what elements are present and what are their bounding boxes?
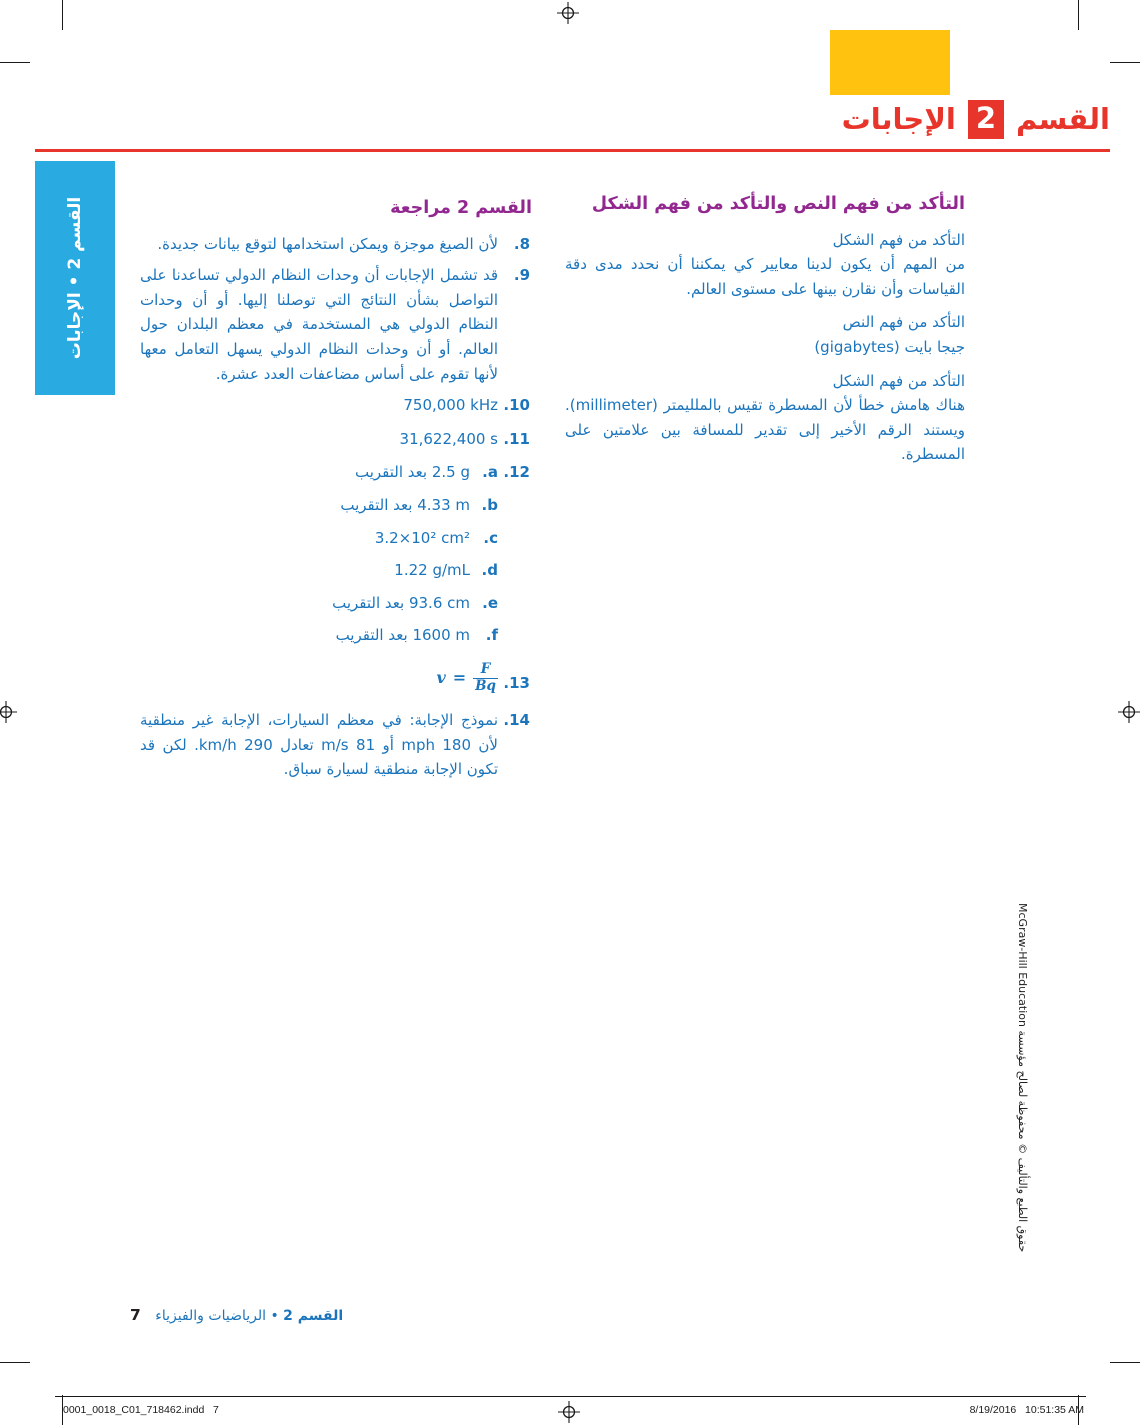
answer-item-13 [140, 662, 532, 694]
header-rule [35, 149, 1110, 152]
page-title: الإجابات [841, 102, 956, 137]
footer-bullet: • [270, 1308, 279, 1324]
answer-text: قد تشمل الإجابات أن وحدات النظام الدولي تساعدنا على التواصل بشأن النتائج التي توصلنا إليها. أو أن وحدات النظام الدولي هي المستخدمة في معظم البلدان حول العالم. أو أن وحدات النظام الدولي يسهل التعامل معها لأنها تقوم على أساس مضاعفات العدد عشرة. [140, 266, 498, 383]
crop-mark [0, 62, 30, 63]
print-slug-rule [55, 1396, 1086, 1397]
crop-mark [62, 0, 63, 30]
reading-check-column [565, 190, 965, 476]
answer-part-value: 93.6 cm [408, 593, 470, 612]
answer-item-9 [140, 263, 532, 386]
review-heading: القسم 2 مراجعة [390, 198, 532, 218]
section-color-block [830, 30, 950, 95]
print-timestamp: 8/19/2016 10:51:35 AM [969, 1404, 1084, 1416]
answer-part-suffix: بعد التقريب [354, 463, 428, 482]
crop-mark [1110, 1362, 1140, 1363]
crop-mark [1110, 62, 1140, 63]
reading-check-subheading: التأكد من فهم النص [842, 313, 965, 332]
answer-item-11 [140, 427, 532, 452]
answer-value: 750,000 kHz [403, 396, 498, 415]
registration-mark-icon [558, 1401, 580, 1423]
equation-lhs: v [436, 667, 446, 687]
answer-part-suffix: بعد التقريب [332, 593, 405, 612]
reading-check-section [565, 310, 965, 359]
answer-number: 14. [503, 711, 530, 730]
review-column [140, 194, 532, 789]
registration-mark-icon [1118, 701, 1140, 723]
answer-number: 13. [503, 674, 530, 692]
answer-number: 8. [513, 234, 530, 253]
equation [436, 662, 498, 694]
answer-part-letter: f. [485, 626, 498, 645]
footer-subject: الرياضيات والفيزياء [155, 1308, 266, 1324]
answer-part-value: 1.22 g/mL [394, 561, 470, 580]
header-section-number: 2 [968, 100, 1004, 139]
answer-part-letter: a. [482, 463, 498, 482]
page-header [842, 100, 1110, 139]
answer-part-letter: e. [482, 593, 498, 612]
answer-text: لأن الصيغ موجزة ويمكن استخدامها لتوقع بيانات جديدة. [157, 234, 498, 253]
reading-check-heading: التأكد من فهم النص والتأكد من فهم الشكل [591, 194, 965, 214]
reading-check-subheading: التأكد من فهم الشكل [832, 371, 965, 390]
answer-number: 9. [513, 266, 530, 285]
reading-check-section [565, 228, 965, 302]
answer-part-value: 4.33 m [417, 496, 470, 515]
side-tab [35, 161, 115, 395]
answer-part [140, 591, 498, 616]
crop-mark [0, 1362, 30, 1363]
reading-check-subheading: التأكد من فهم الشكل [832, 230, 965, 249]
answer-value: 31,622,400 s [399, 429, 498, 448]
fraction-numerator: F [480, 661, 491, 677]
footer-section: القسم 2 [283, 1308, 344, 1324]
answer-part-value: 1600 m [412, 626, 470, 645]
answer-part-suffix: بعد التقريب [340, 496, 413, 515]
copyright-text: حقوق الطبع والتأليف © محفوظة لصالح مؤسسة McGraw-Hill Education [1016, 903, 1029, 1253]
equation-fraction [473, 662, 498, 694]
page-footer [130, 1306, 343, 1324]
answer-part [140, 460, 498, 485]
answer-number: 11. [503, 429, 530, 448]
answer-part [140, 526, 498, 551]
crop-mark [1078, 0, 1079, 30]
answer-part-letter: c. [483, 528, 498, 547]
answer-item-8 [140, 232, 532, 257]
header-section-word: القسم [1016, 102, 1110, 137]
reading-check-body: جيجا بايت (gigabytes) [814, 338, 965, 357]
answer-item-10 [140, 393, 532, 418]
side-tab-label: القسم 2 • الإجابات [65, 196, 85, 360]
answer-number: 10. [503, 396, 530, 415]
reading-check-body: هناك هامش خطأ لأن المسطرة تقيس بالملليمتر (millimeter). ويستند الرقم الأخير إلى تقدير للمسافة بين علامتين على المسطرة. [565, 396, 965, 464]
answer-part-letter: b. [481, 496, 498, 515]
answer-text: نموذج الإجابة: في معظم السيارات، الإجابة غير منطقية لأن 180 mph أو 81 m/s تعادل 290 km/h. لكن قد تكون الإجابة منطقية لسيارة سباق. [140, 711, 498, 779]
answer-item-12 [140, 460, 532, 648]
answer-item-14 [140, 708, 532, 782]
registration-mark-icon [557, 2, 579, 24]
reading-check-body: من المهم أن يكون لدينا معايير كي يمكننا أن نحدد مدى دقة القياسات وأن نقارن بينها على مستوى العالم. [565, 255, 965, 298]
equation-equals: = [452, 667, 467, 687]
answer-part-value: 3.2×10² cm² [374, 528, 470, 547]
print-file-info: 0001_0018_C01_718462.indd 7 [63, 1404, 219, 1416]
answer-part [140, 493, 498, 518]
answer-part [140, 623, 498, 648]
fraction-denominator: Bq [475, 677, 496, 694]
answer-part [140, 558, 498, 583]
answer-number: 12. [503, 463, 530, 482]
registration-mark-icon [0, 701, 17, 723]
answer-part-letter: d. [481, 561, 498, 580]
answer-part-suffix: بعد التقريب [335, 626, 408, 645]
page-number: 7 [130, 1306, 141, 1324]
reading-check-section [565, 369, 965, 467]
answer-part-value: 2.5 g [431, 463, 470, 482]
